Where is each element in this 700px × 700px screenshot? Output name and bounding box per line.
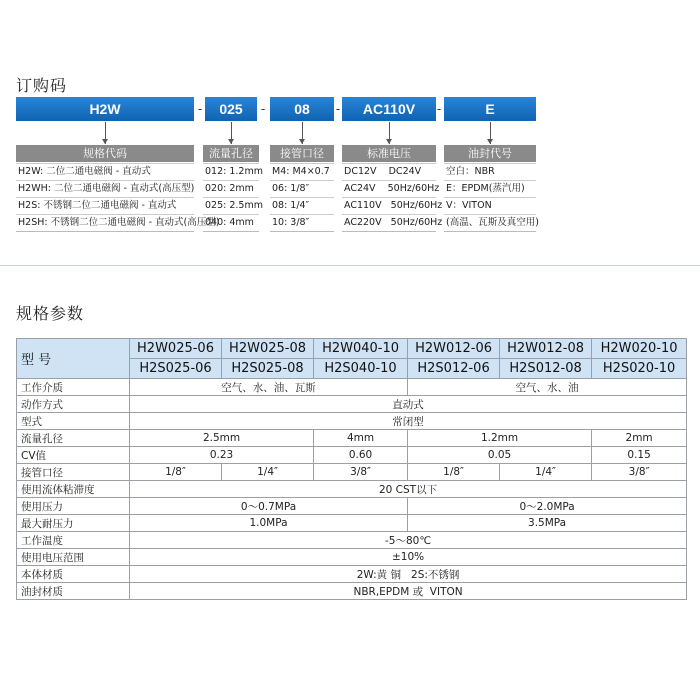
- model-cell: H2S012-06: [408, 359, 500, 379]
- table-row: [17, 566, 687, 583]
- code-seal: E: [444, 97, 536, 121]
- row-label: 接管口径: [17, 464, 130, 481]
- series-options: [16, 163, 220, 232]
- list-item: H2S: 不锈钢二位二通电磁阀 - 直动式: [16, 197, 194, 214]
- model-cell: H2W020-10: [592, 339, 687, 359]
- table-cell: 1/4″: [500, 464, 592, 481]
- list-item: 020: 2mm: [203, 180, 259, 197]
- row-label: 使用流体粘滞度: [17, 481, 130, 498]
- table-cell: 2mm: [592, 430, 687, 447]
- table-cell: 1/4″: [222, 464, 314, 481]
- row-label: 最大耐压力: [17, 515, 130, 532]
- row-label: 油封材质: [17, 583, 130, 600]
- table-cell: 1.2mm: [408, 430, 592, 447]
- list-item: AC110V 50Hz/60Hz: [342, 197, 436, 214]
- model-cell: H2S012-08: [500, 359, 592, 379]
- list-item: (高温、瓦斯及真空用): [444, 214, 536, 231]
- arrow-down-icon: [102, 139, 108, 144]
- table-row: [17, 379, 687, 396]
- model-label: 型 号: [17, 339, 130, 379]
- header-seal: 油封代号: [444, 145, 536, 162]
- list-item: AC220V 50Hz/60Hz: [342, 214, 436, 231]
- list-item: 040: 4mm: [203, 214, 259, 231]
- port-options: [270, 163, 334, 232]
- list-item: 10: 3/8″: [270, 214, 334, 231]
- table-cell: 3.5MPa: [408, 515, 687, 532]
- model-cell: H2S025-06: [130, 359, 222, 379]
- row-label: 工作介质: [17, 379, 130, 396]
- table-cell: 2.5mm: [130, 430, 314, 447]
- list-item: M4: M4×0.7: [270, 163, 334, 180]
- header-series: 规格代码: [16, 145, 194, 162]
- list-item: E：EPDM(蒸汽用): [444, 180, 536, 197]
- code-separator: -: [197, 102, 203, 116]
- table-row: [17, 447, 687, 464]
- header-orifice: 流量孔径: [203, 145, 259, 162]
- arrow-down-icon: [228, 139, 234, 144]
- table-row: [17, 396, 687, 413]
- code-separator: -: [335, 102, 341, 116]
- model-cell: H2S040-10: [314, 359, 408, 379]
- list-item: 06: 1/8″: [270, 180, 334, 197]
- table-cell: 空气、水、油: [408, 379, 687, 396]
- table-row: [17, 583, 687, 600]
- order-code-title: 订购码: [16, 76, 68, 95]
- code-orifice: 025: [205, 97, 257, 121]
- table-row: [17, 549, 687, 566]
- table-cell: 空气、水、油、瓦斯: [130, 379, 408, 396]
- model-cell: H2W040-10: [314, 339, 408, 359]
- model-cell: H2S020-10: [592, 359, 687, 379]
- row-label: 流量孔径: [17, 430, 130, 447]
- code-voltage: AC110V: [342, 97, 436, 121]
- model-cell: H2W025-06: [130, 339, 222, 359]
- table-cell: -5～80℃: [130, 532, 687, 549]
- arrow-down-icon: [299, 139, 305, 144]
- spec-title: 规格参数: [16, 304, 85, 323]
- orifice-options: [203, 163, 263, 232]
- table-row: [17, 498, 687, 515]
- row-label: 型式: [17, 413, 130, 430]
- list-item: H2SH: 不锈钢二位二通电磁阀 - 直动式(高压型): [16, 214, 194, 231]
- table-cell: 常闭型: [130, 413, 687, 430]
- list-item: H2W: 二位二通电磁阀 - 直动式: [16, 163, 194, 180]
- header-voltage: 标准电压: [342, 145, 436, 162]
- header-port: 接管口径: [270, 145, 334, 162]
- table-cell: ±10%: [130, 549, 687, 566]
- voltage-options: [342, 163, 443, 232]
- row-label: CV值: [17, 447, 130, 464]
- row-label: 本体材质: [17, 566, 130, 583]
- table-row: [17, 464, 687, 481]
- list-item: 025: 2.5mm: [203, 197, 259, 214]
- table-row: [17, 339, 687, 359]
- row-label: 工作温度: [17, 532, 130, 549]
- row-label: 使用电压范围: [17, 549, 130, 566]
- section-divider: [0, 265, 700, 266]
- table-cell: 20 CST以下: [130, 481, 687, 498]
- code-port: 08: [270, 97, 334, 121]
- table-cell: 3/8″: [592, 464, 687, 481]
- row-label: 使用压力: [17, 498, 130, 515]
- table-row: [17, 532, 687, 549]
- code-separator: -: [436, 102, 442, 116]
- spec-table: [16, 338, 687, 600]
- arrow-down-icon: [386, 139, 392, 144]
- table-cell: 2W:黄 铜 2S:不锈钢: [130, 566, 687, 583]
- table-cell: 4mm: [314, 430, 408, 447]
- list-item: 012: 1.2mm: [203, 163, 259, 180]
- list-item: 空白：NBR: [444, 163, 536, 180]
- model-cell: H2W012-06: [408, 339, 500, 359]
- table-cell: 直动式: [130, 396, 687, 413]
- arrow-down-icon: [487, 139, 493, 144]
- table-cell: 0.60: [314, 447, 408, 464]
- table-cell: 0～0.7MPa: [130, 498, 408, 515]
- table-row: [17, 481, 687, 498]
- row-label: 动作方式: [17, 396, 130, 413]
- model-cell: H2W012-08: [500, 339, 592, 359]
- table-cell: 3/8″: [314, 464, 408, 481]
- table-cell: 0～2.0MPa: [408, 498, 687, 515]
- list-item: DC12V DC24V: [342, 163, 436, 180]
- table-cell: 1.0MPa: [130, 515, 408, 532]
- table-cell: NBR,EPDM 或 VITON: [130, 583, 687, 600]
- table-cell: 0.15: [592, 447, 687, 464]
- table-cell: 0.05: [408, 447, 592, 464]
- model-cell: H2S025-08: [222, 359, 314, 379]
- seal-options: [444, 163, 539, 232]
- code-separator: -: [260, 102, 266, 116]
- table-cell: 0.23: [130, 447, 314, 464]
- code-series: H2W: [16, 97, 194, 121]
- list-item: H2WH: 二位二通电磁阀 - 直动式(高压型): [16, 180, 194, 197]
- list-item: V：VITON: [444, 197, 536, 214]
- table-row: [17, 413, 687, 430]
- table-row: [17, 515, 687, 532]
- table-row: [17, 430, 687, 447]
- table-cell: 1/8″: [130, 464, 222, 481]
- model-cell: H2W025-08: [222, 339, 314, 359]
- table-cell: 1/8″: [408, 464, 500, 481]
- list-item: AC24V 50Hz/60Hz: [342, 180, 436, 197]
- list-item: 08: 1/4″: [270, 197, 334, 214]
